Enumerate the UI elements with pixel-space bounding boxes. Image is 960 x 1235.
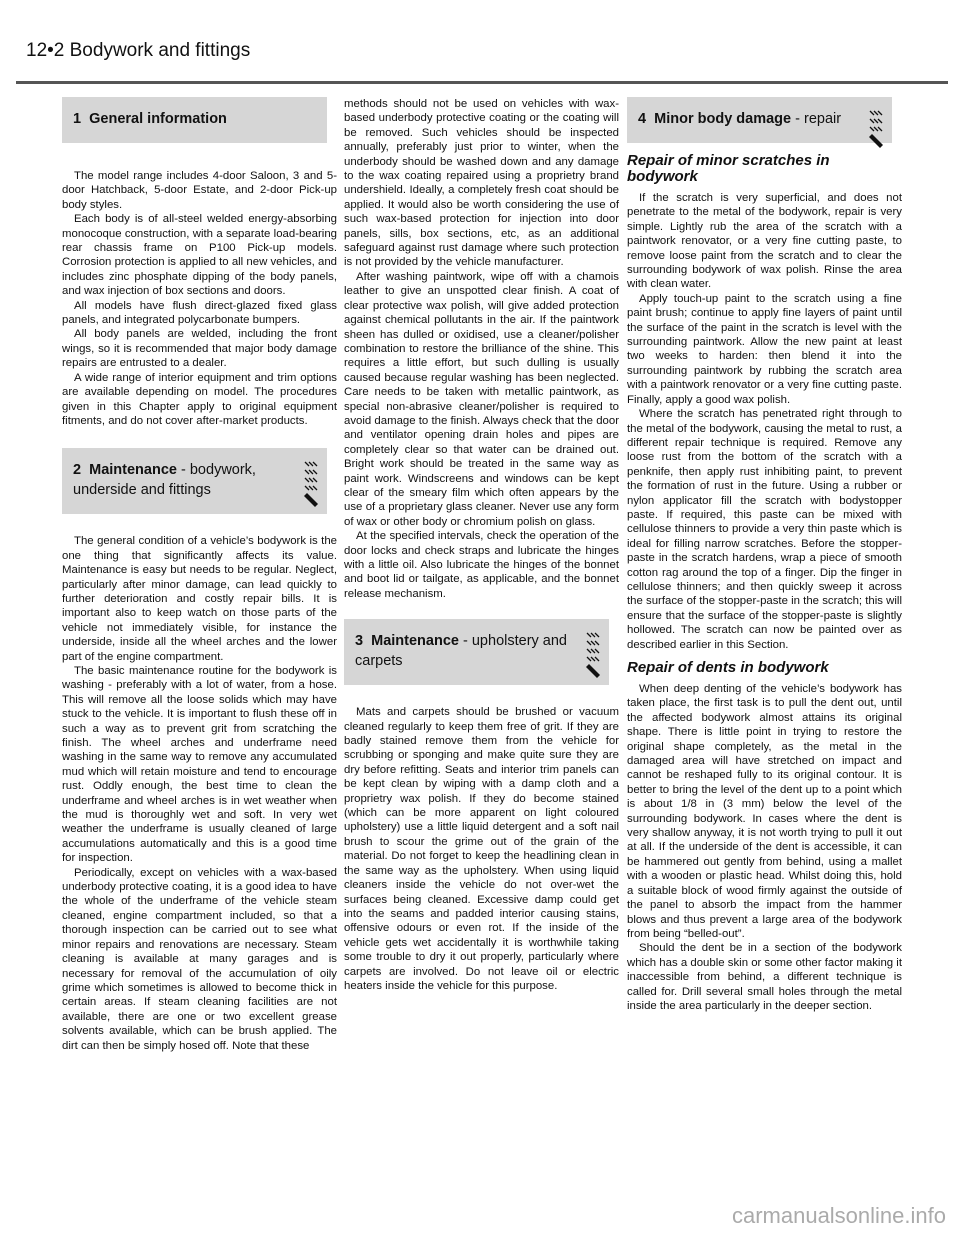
- section-2-number: 2: [73, 462, 82, 479]
- section-1-para: A wide range of interior equipment and trim options are available depending on model. The procedures given in this Chapter apply to original equipment fitments, and do not cover after-market products.: [62, 371, 337, 427]
- section-1-number: 1: [73, 111, 82, 127]
- page-header: 12•2 Bodywork and fittings: [26, 40, 251, 61]
- section-3-subtitle: - upholstery and carpets: [355, 633, 567, 670]
- column-3: [627, 97, 902, 1013]
- difficulty-spanner-icon: [866, 109, 886, 157]
- section-4-number: 4: [638, 111, 647, 127]
- column-1: [62, 97, 337, 1053]
- section-2-heading: [62, 448, 327, 514]
- difficulty-spanner-icon: [583, 631, 603, 679]
- watermark: carmanualsonline.info: [731, 1203, 946, 1228]
- section-2-para: After washing paintwork, wipe off with a chamois leather to give an unspotted clear finish. A coat of clear protective wax polish, will give added protection against chemical pollutants in the air. If the paintwork sheen has dulled or oxidised, use a cleaner/polisher combination to restore the brilliance of the shine. This requires a little effort, but such dulling is usually caused because regular washing has been neglected. Care needs to be taken with metallic paintwork, as special non-abrasive cleaner/polisher is required to avoid damage to the finish. Always check that the door and ventilator opening drain holes and pipes are completely clear so that water can be drained out. Bright work should be treated in the same way as paint work. Windscreens and windows can be kept clear of the smeary film which often appears by the use of a proprietary glass cleaner. Never use any form of wax or other body or chromium polish on glass.: [344, 270, 619, 528]
- section-3-heading: [344, 619, 609, 685]
- section-3-title: Maintenance: [371, 633, 459, 650]
- section-1-para: All models have flush direct-glazed fixed glass panels, and integrated polycarbonate bumpers.: [62, 299, 337, 327]
- section-2-para: Periodically, except on vehicles with a wax-based underbody protective coating, it is a good idea to have the whole of the underframe of the vehicle steam cleaned, engine compartment included, so that a thorough inspection can be carried out to see what minor repairs and renovations are necessary. Steam cleaning is available at many garages and is necessary for removal of the accumulation of oily grime which sometimes is allowed to become thick in certain areas. If steam cleaning facilities are not available, there are one or two excellent grease solvents available, which can be brush applied. The dirt can then be simply hosed off. Note that these: [62, 866, 337, 1052]
- section-4-para: Where the scratch has penetrated right through to the metal of the bodywork, causing the metal to rust, a different repair technique is required. Remove any loose rust from the bottom of the scratch with a penknife, then apply rust inhibiting paint, to prevent the formation of rust in the future. Using a rubber or nylon applicator fill the scratch with bodystopper paste. If required, this paste can be mixed with cellulose thinners to provide a very thin paste which is ideal for filling narrow scratches. Before the stopper-paste in the scratch hardens, wrap a piece of smooth cotton rag around the top of a finger. Dip the finger in cellulose thinners; and then quickly sweep it across the surface of the stopper-paste in the scratch; this will ensure that the surface of the stopper-paste is slightly hollowed. The scratch can now be painted over as described earlier in this Section.: [627, 408, 902, 651]
- subheading-scratches: Repair of minor scratches in bodywork: [627, 152, 830, 185]
- section-1-heading: [62, 97, 327, 143]
- section-4-heading: [627, 97, 892, 143]
- section-4-para: Should the dent be in a section of the bodywork which has a double skin or some other factor making it inaccessible from behind, a different technique is called for. Drill several small holes through the metal inside the area particularly in the deeper section.: [627, 942, 902, 1012]
- section-2-para: The basic maintenance routine for the bodywork is washing - preferably with a lot of water, from a hose. This will remove all the loose solids which may have stuck to the vehicle. It is important to flush these off in such a way as to prevent grit from scratching the finish. The wheel arches and underframe need washing in the same way to remove any accumulated mud which will retain moisture and tend to encourage rust. Oddly enough, the best time to clean the underframe and wheel arches is in wet weather when the mud is thoroughly wet and soft. In very wet weather the underframe is usually cleaned of large accumulations automatically and this is a good time for inspection.: [62, 664, 337, 865]
- section-3-number: 3: [355, 633, 364, 650]
- section-2-subtitle: - bodywork, underside and fittings: [73, 462, 256, 499]
- section-1-para: All body panels are welded, including the front wings, so it is recommended that major body damage repairs are entrusted to a dealer.: [62, 328, 337, 370]
- difficulty-spanner-icon: [301, 460, 321, 508]
- section-4-title: Minor body damage: [654, 111, 792, 127]
- subheading-dents: Repair of dents in bodywork: [627, 659, 829, 676]
- section-4-subtitle: - repair: [795, 111, 842, 127]
- section-4-para: If the scratch is very superficial, and does not penetrate to the metal of the bodywork, repair is very simple. Lightly rub the area of the scratch with a paintwork renovator, or a very fine cutting paste, to remove loose paint from the scratch and to clear the surrounding bodywork of wax polish. Rinse the area with clean water.: [627, 192, 902, 291]
- section-2-title: Maintenance: [89, 462, 177, 479]
- section-3-para: Mats and carpets should be brushed or vacuum cleaned regularly to keep them free of grit. If they are badly stained remove them from the vehicle for scrubbing or sponging and make quite sure they are dry before refitting. Seats and interior trim panels can be kept clean by wiping with a damp cloth and a proprietry wax polish. If they do become stained (which can be more apparent on light coloured upholstery) use a little liquid detergent and a soft nail brush to scour the grime out of the grain of the material. Do not forget to keep the headlining clean in the same way as the upholstery. When using liquid cleaners inside the vehicle do not over-wet the surfaces being cleaned. Excessive damp could get into the seams and padded interior causing stains, offensive odours or even rot. If the inside of the vehicle gets wet accidentally it is worthwhile taking some trouble to dry it out properly, particularly where carpets are involved. Do not leave oil or electric heaters inside the vehicle for this purpose.: [344, 706, 619, 992]
- section-1-para: The model range includes 4-door Saloon, 3 and 5-door Hatchback, 5-door Estate, and 2-door Pick-up body styles.: [62, 170, 337, 211]
- section-1-title: General information: [89, 111, 227, 127]
- section-1-para: Each body is of all-steel welded energy-absorbing monocoque construction, with a separate load-bearing rear chassis frame on P100 Pick-up models. Corrosion protection is applied to all new vehicles, and includes zinc phosphate dipping of the body panels, and wax injection of box sections and doors.: [62, 213, 337, 298]
- column-2: [344, 97, 619, 993]
- section-2-para: The general condition of a vehicle’s bodywork is the one thing that significantly affects its value. Maintenance is easy but needs to be regular. Neglect, particularly after minor damage, can lead quickly to further deterioration and costly repair bills. It is important also to keep watch on those parts of the vehicle not immediately visible, for instance the underside, inside all the wheel arches and the lower part of the engine compartment.: [62, 535, 337, 663]
- section-4-para: Apply touch-up paint to the scratch using a fine paint brush; continue to apply fine layers of paint until the surface of the paint in the scratch is level with the surrounding paintwork. Allow the new paint at least two weeks to harden: then blend it into the surrounding paintwork by rubbing the scratch area with a paintwork renovator or a very fine cutting paste. Finally, apply a good wax polish.: [627, 292, 902, 406]
- section-2-para: methods should not be used on vehicles with wax-based underbody protective coating or the coating will be removed. Such vehicles should be inspected annually, preferably just prior to winter, when the underbody should be washed down and any damage to the wax coating repaired using a proprietry brand undershield. Ideally, a completely fresh coat should be applied. It would also be worth considering the use of such wax-based protection for injection into door panels, sills, box sections, etc, as an additional safeguard against rust damage where such protection is not provided by the vehicle manufacturer.: [344, 98, 619, 269]
- section-4-para: When deep denting of the vehicle’s bodywork has taken place, the first task is to pull the dent out, until the affected bodywork almost attains its original shape. There is little point in trying to restore the original shape completely, as the metal in the damaged area will have stretched on impact and cannot be reshaped fully to its original contour. It is better to bring the level of the dent up to a point which is about 1/8 in (3 mm) below the level of the surrounding bodywork. In cases where the dent is very shallow anyway, it is not worth trying to pull it out at all. If the underside of the dent is accessible, it can be hammered out gently from behind, using a mallet with a wooden or plastic head. Whilst doing this, hold a suitable block of wood firmly against the outside of the panel to absorb the impact from the hammer blows and thus prevent a large area of the bodywork from being “belled-out”.: [627, 683, 902, 940]
- header-rule: [16, 81, 948, 84]
- section-2-para: At the specified intervals, check the operation of the door locks and check straps and lubricate the hinges with a little oil. Also lubricate the hinges of the bonnet and boot lid or tailgate, as applicable, and the bonnet release mechanism.: [344, 530, 619, 600]
